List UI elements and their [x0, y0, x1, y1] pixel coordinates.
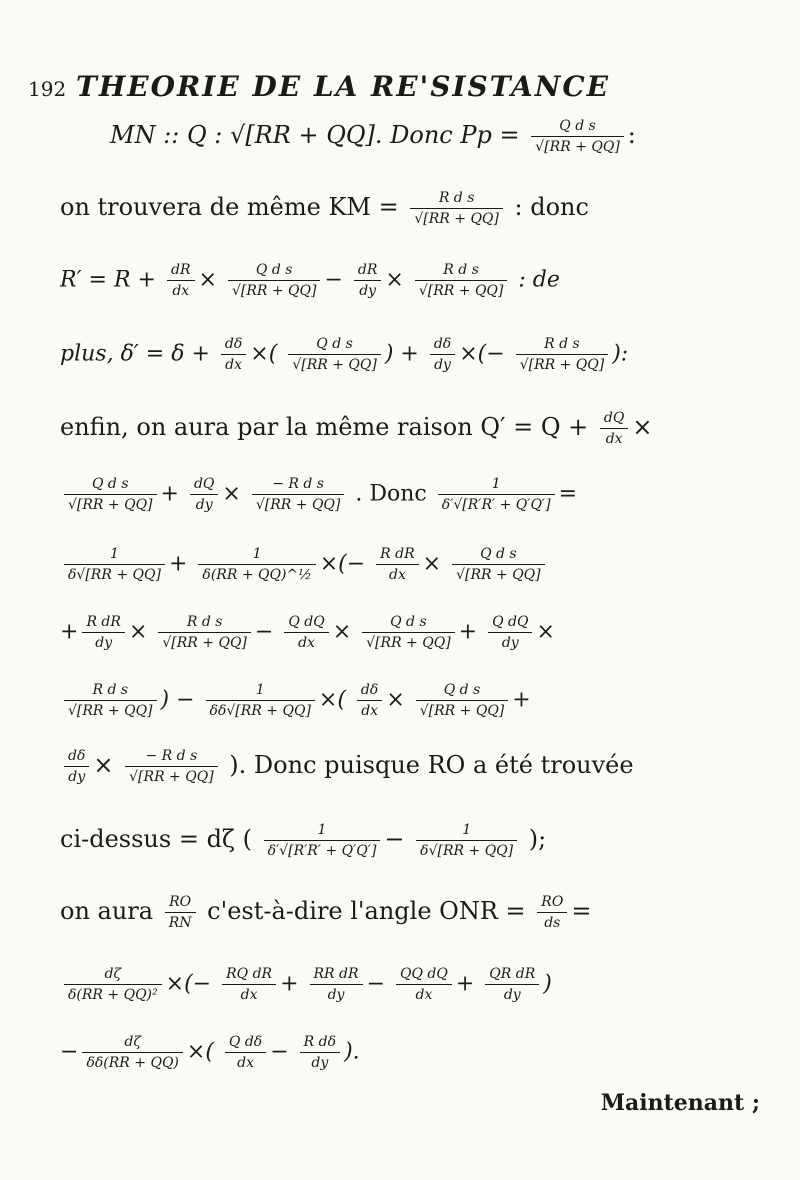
- denominator: dx: [361, 703, 379, 719]
- fraction: [415, 262, 508, 299]
- numerator: Q d s: [64, 476, 157, 495]
- denominator: √[RR + QQ]: [418, 283, 504, 299]
- numerator: QR dR: [485, 966, 539, 985]
- text: on aura: [60, 897, 154, 925]
- numerator: R dδ: [300, 1034, 340, 1053]
- fraction: [264, 822, 381, 859]
- denominator: dy: [501, 635, 519, 651]
- denominator: δδ(RR + QQ): [86, 1055, 179, 1071]
- text-line-11: ci-dessus = dζ ( $\frac{1}{\delta'√[R'R' + Q'Q']}$ − $\frac{1}{\delta√[RR + QQ]}$ );: [60, 822, 547, 859]
- numerator: dδ: [357, 682, 382, 701]
- denominator: dx: [415, 987, 433, 1003]
- fraction: [452, 546, 545, 583]
- fraction: [600, 410, 628, 447]
- fraction: [125, 748, 218, 785]
- text: R′ = R +: [60, 267, 156, 293]
- equation-line-13: $\frac{d\zeta}{\text{δ(RR + QQ)²}}$ ×(− $\frac{\text{RQ dR}}{dx}$ + $\frac{\text{RR dR}}{dy}$ − $\frac{\text{QQ dQ}}{dx}$ + $\frac{\text{QR dR}}{dy}$ ): [60, 966, 760, 1003]
- fraction: [430, 336, 455, 373]
- denominator: RN: [168, 915, 192, 931]
- denominator: √[RR + QQ]: [255, 497, 341, 513]
- denominator: dy: [195, 497, 213, 513]
- fraction: [357, 682, 382, 719]
- fraction: [376, 546, 419, 583]
- denominator: √[RR + QQ]: [535, 139, 620, 155]
- denominator: dx: [237, 1055, 254, 1071]
- text: . Donc: [355, 481, 427, 507]
- fraction: [410, 190, 503, 227]
- fraction: [64, 546, 165, 583]
- numerator: RO: [165, 894, 196, 913]
- denominator: dy: [434, 357, 451, 373]
- fraction: [64, 966, 162, 1003]
- text: ). Donc puisque RO a été trouvée: [229, 751, 634, 779]
- page-number: 192: [28, 77, 67, 101]
- text-line-10: $\frac{d\delta}{dy}$ × $\frac{\text{− R d s}}{√[RR + QQ]}$ ). Donc puisque RO a été trouvée: [60, 748, 760, 785]
- text-line-2: [60, 190, 760, 227]
- fraction: [206, 682, 315, 719]
- equation-line-7: $\frac{1}{\delta√[RR + QQ]}$ + $\frac{1}{\text{δ(RR + QQ)\textasciicircum{}½}}$ ×(− $\frac{\text{R dR}}{dx}$ × $\frac{\text{Q d s}}{√[RR + QQ]}$: [60, 546, 760, 583]
- fraction: [516, 336, 609, 373]
- denominator: dy: [311, 1055, 329, 1071]
- numerator: Q dδ: [225, 1034, 266, 1053]
- numerator: Q dQ: [284, 614, 328, 633]
- numerator: Q d s: [288, 336, 381, 355]
- denominator: √[RR + QQ]: [292, 357, 377, 373]
- numerator: 1: [198, 546, 315, 565]
- numerator: Q d s: [362, 614, 455, 633]
- fraction: [64, 748, 89, 785]
- denominator: √[RR + QQ]: [68, 703, 153, 719]
- numerator: Q d s: [452, 546, 545, 565]
- fraction: [64, 682, 157, 719]
- equation-line-9: $\frac{\text{R d s}}{√[RR + QQ]}$ ) − $\frac{1}{\delta\delta√[RR + QQ]}$ ×( $\frac{d\delta}{dx}$ × $\frac{\text{Q d s}}{√[RR + QQ]}$ +: [60, 682, 760, 719]
- numerator: R d s: [158, 614, 251, 633]
- fraction: [288, 336, 381, 373]
- numerator: dR: [167, 262, 195, 281]
- fraction: [165, 894, 196, 931]
- numerator: 1: [416, 822, 517, 841]
- numerator: dδ: [221, 336, 246, 355]
- numerator: 1: [206, 682, 315, 701]
- denominator: dy: [68, 769, 86, 785]
- fraction: [167, 262, 195, 299]
- denominator: dy: [327, 987, 345, 1003]
- numerator: dδ: [64, 748, 89, 767]
- denominator: dy: [503, 987, 521, 1003]
- numerator: dδ: [430, 336, 455, 355]
- denominator: dy: [359, 283, 377, 299]
- fraction: [252, 476, 345, 513]
- fraction: [222, 966, 276, 1003]
- fraction: [310, 966, 363, 1003]
- fraction: [225, 1034, 266, 1071]
- numerator: RR dR: [310, 966, 363, 985]
- numerator: Q d s: [416, 682, 509, 701]
- numerator: Q d s: [531, 118, 624, 137]
- denominator: dx: [172, 283, 190, 299]
- text: : de: [518, 267, 560, 293]
- fraction: [82, 1034, 182, 1071]
- numerator: dR: [354, 262, 382, 281]
- fraction: [537, 894, 567, 931]
- fraction: [64, 476, 157, 513]
- numerator: 1: [264, 822, 381, 841]
- denominator: δ(RR + QQ)²: [68, 987, 158, 1003]
- fraction: [485, 966, 539, 1003]
- numerator: dQ: [600, 410, 628, 429]
- denominator: √[RR + QQ]: [231, 283, 317, 299]
- catchword: Maintenant ;: [600, 1090, 760, 1116]
- fraction: [284, 614, 328, 651]
- denominator: √[RR + QQ]: [456, 567, 541, 583]
- denominator: dx: [605, 431, 623, 447]
- denominator: δ√[RR + QQ]: [68, 567, 161, 583]
- text: enfin, on aura par la même raison Q′ = Q +: [60, 413, 589, 441]
- denominator: √[RR + QQ]: [129, 769, 214, 785]
- running-head: THEORIE DE LA RE'SISTANCE: [76, 70, 610, 103]
- page-header: [28, 70, 772, 103]
- numerator: R d s: [516, 336, 609, 355]
- numerator: 1: [64, 546, 165, 565]
- equation-line-4: plus, δ′ = δ + $\frac{d\delta}{dx}$ ×( $\frac{\text{Q d s}}{√[RR + QQ]}$ ) + $\frac{d\delta}{dy}$ ×(− $\frac{\text{R d s}}{√[RR + QQ]}$ ):: [60, 336, 629, 373]
- numerator: RO: [537, 894, 567, 913]
- denominator: δ′√[R′R′ + Q′Q′]: [441, 497, 551, 513]
- fraction: [416, 822, 517, 859]
- equation-line-3: R′ = R + $\frac{dR}{dx}$ × $\frac{\text{Q d s}}{√[RR + QQ]}$ − $\frac{dR}{dy}$ × $\frac{\text{R d s}}{√[RR + QQ]}$ : de: [60, 262, 560, 299]
- denominator: dx: [298, 635, 315, 651]
- denominator: √[RR + QQ]: [414, 211, 499, 227]
- numerator: RQ dR: [222, 966, 276, 985]
- text: : donc: [514, 193, 589, 221]
- denominator: δδ√[RR + QQ]: [209, 703, 311, 719]
- denominator: δ√[RR + QQ]: [420, 843, 514, 859]
- numerator: R d s: [415, 262, 508, 281]
- fraction: [228, 262, 321, 299]
- numerator: R d s: [410, 190, 503, 209]
- fraction: [190, 476, 218, 513]
- denominator: √[RR + QQ]: [519, 357, 605, 373]
- denominator: δ′√[R′R′ + Q′Q′]: [267, 843, 377, 859]
- equation-line-14: − $\frac{d\zeta}{\delta\delta(RR + QQ)}$ ×( $\frac{\text{Q dδ}}{dx}$ − $\frac{\text{R dδ}}{dy}$ ).: [60, 1034, 360, 1071]
- fraction: [158, 614, 251, 651]
- numerator: Q dQ: [488, 614, 532, 633]
- numerator: Q d s: [228, 262, 321, 281]
- denominator: √[RR + QQ]: [419, 703, 505, 719]
- text: );: [528, 825, 547, 853]
- numerator: QQ dQ: [396, 966, 452, 985]
- denominator: √[RR + QQ]: [162, 635, 247, 651]
- denominator: dy: [95, 635, 113, 651]
- fraction: [82, 614, 125, 651]
- denominator: ds: [544, 915, 561, 931]
- numerator: 1: [438, 476, 555, 495]
- fraction: [300, 1034, 340, 1071]
- denominator: √[RR + QQ]: [68, 497, 153, 513]
- denominator: √[RR + QQ]: [366, 635, 451, 651]
- numerator: dζ: [64, 966, 162, 985]
- denominator: dx: [240, 987, 258, 1003]
- fraction: [362, 614, 455, 651]
- text-line-5: enfin, on aura par la même raison Q′ = Q + $\frac{dQ}{dx}$ ×: [60, 410, 653, 447]
- text: c'est-à-dire l'angle ONR =: [207, 897, 526, 925]
- text: on trouvera de même KM =: [60, 193, 399, 221]
- numerator: dζ: [82, 1034, 182, 1053]
- text: MN :: Q : √[RR + QQ]. Donc Pp =: [110, 121, 520, 149]
- equation-line-6: $\frac{\text{Q d s}}{√[RR + QQ]}$ + $\frac{dQ}{dy}$ × $\frac{\text{− R d s}}{√[RR + QQ]}$ . Donc $\frac{1}{\delta'√[R'R' + Q'Q']}$ =: [60, 476, 760, 513]
- fraction: [221, 336, 246, 373]
- fraction: [396, 966, 452, 1003]
- numerator: − R d s: [125, 748, 218, 767]
- text: ci-dessus = dζ (: [60, 825, 252, 853]
- fraction: [531, 118, 624, 155]
- denominator: δ(RR + QQ)^½: [202, 567, 312, 583]
- numerator: R d s: [64, 682, 157, 701]
- numerator: − R d s: [252, 476, 345, 495]
- equation-line-8: + $\frac{\text{R dR}}{dy}$ × $\frac{\text{R d s}}{√[RR + QQ]}$ − $\frac{\text{Q dQ}}{dx}$ × $\frac{\text{Q d s}}{√[RR + QQ]}$ + $\frac{\text{Q dQ}}{dy}$ ×: [60, 614, 555, 651]
- denominator: dx: [225, 357, 243, 373]
- numerator: dQ: [190, 476, 218, 495]
- text: plus, δ′ = δ +: [60, 341, 210, 367]
- fraction: [488, 614, 532, 651]
- fraction: [438, 476, 555, 513]
- numerator: R dR: [82, 614, 125, 633]
- equation-line-1: MN :: Q : √[RR + QQ]. Donc Pp = $\frac{\text{Q d s}}{√[RR + QQ]}$ :: [110, 118, 636, 155]
- denominator: dx: [388, 567, 406, 583]
- fraction: [354, 262, 382, 299]
- numerator: R dR: [376, 546, 419, 565]
- fraction: [416, 682, 509, 719]
- text-line-12: on aura $\frac{RO}{RN}$ c'est-à-dire l'angle ONR = $\frac{RO}{ds}$ =: [60, 894, 592, 931]
- fraction: [198, 546, 315, 583]
